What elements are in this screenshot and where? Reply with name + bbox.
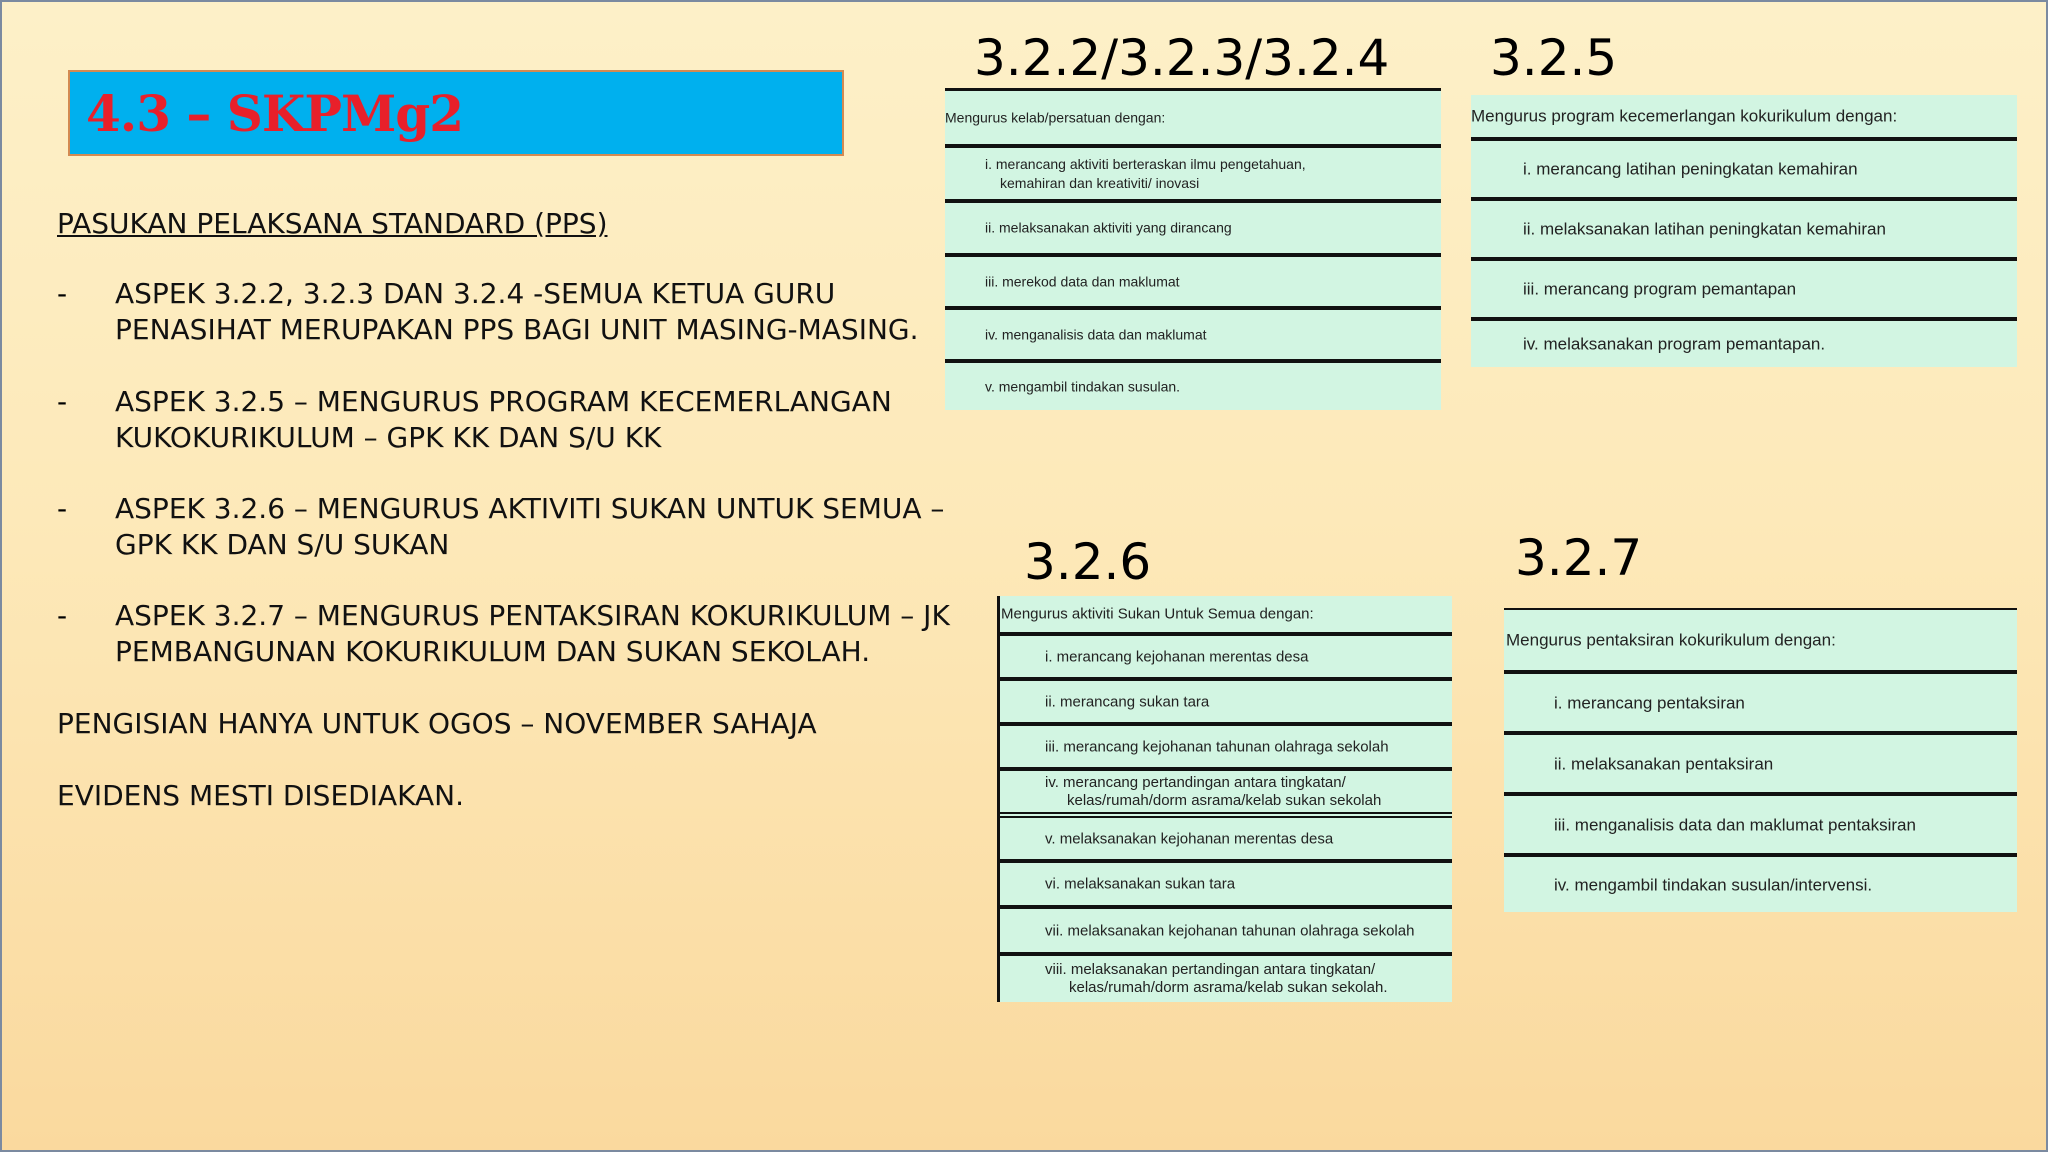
bullet-line: PENASIHAT MERUPAKAN PPS BAGI UNIT MASING-MASING. <box>115 313 919 346</box>
subheading: PASUKAN PELAKSANA STANDARD (PPS) <box>57 207 608 240</box>
table-header: Mengurus program kecemerlangan kokurikulum dengan: <box>1471 106 1898 126</box>
table-row: viii. melaksanakan pertandingan antara tingkatan/ kelas/rumah/dorm asrama/kelab sukan sekolah. <box>997 952 1452 1002</box>
bullet-line: ASPEK 3.2.6 – MENGURUS AKTIVITI SUKAN UNTUK SEMUA – <box>115 492 945 525</box>
bullet-line: KUKOKURIKULUM – GPK KK DAN S/U KK <box>115 421 662 454</box>
table-row: i. merancang latihan peningkatan kemahiran <box>1471 137 2017 197</box>
bullet-dash: - <box>57 385 68 418</box>
table-row: iii. merancang kejohanan tahunan olahraga sekolah <box>997 722 1452 767</box>
title-banner <box>68 70 844 156</box>
table-322 <box>945 88 1441 410</box>
section-label-325: 3.2.5 <box>1490 29 1618 87</box>
bullet-dash: - <box>57 492 68 525</box>
table-row: i. merancang pentaksiran <box>1504 670 2017 731</box>
section-label-322: 3.2.2/3.2.3/3.2.4 <box>974 29 1390 87</box>
bullet-line: PEMBANGUNAN KOKURIKULUM DAN SUKAN SEKOLAH. <box>115 635 871 668</box>
table-header: Mengurus kelab/persatuan dengan: <box>945 88 1441 144</box>
table-row: ii. melaksanakan latihan peningkatan kemahiran <box>1471 197 2017 257</box>
table-row: vi. melaksanakan sukan tara <box>997 859 1452 905</box>
bullet-dash: - <box>57 277 68 310</box>
table-row: ii. merancang sukan tara <box>997 677 1452 722</box>
table-header: Mengurus pentaksiran kokurikulum dengan: <box>1504 608 2017 670</box>
bullet-line: ASPEK 3.2.7 – MENGURUS PENTAKSIRAN KOKURIKULUM – JK <box>115 599 950 632</box>
table-row: iii. menganalisis data dan maklumat pentaksiran <box>1504 792 2017 853</box>
table-326 <box>997 596 1452 1002</box>
section-label-326: 3.2.6 <box>1024 533 1152 591</box>
bullet-line: GPK KK DAN S/U SUKAN <box>115 528 450 561</box>
table-row: vii. melaksanakan kejohanan tahunan olahraga sekolah <box>997 905 1452 952</box>
bullet-line: ASPEK 3.2.5 – MENGURUS PROGRAM KECEMERLANGAN <box>115 385 892 418</box>
table-row: iv. merancang pertandingan antara tingkatan/ kelas/rumah/dorm asrama/kelab sukan sekolah <box>997 767 1452 812</box>
table-row: iv. mengambil tindakan susulan/intervensi. <box>1504 853 2017 912</box>
table-row: v. melaksanakan kejohanan merentas desa <box>997 812 1452 859</box>
table-325 <box>1471 95 2017 367</box>
table-row: i. merancang aktiviti berteraskan ilmu pengetahuan, kemahiran dan kreativiti/ inovasi <box>945 144 1441 199</box>
section-label-327: 3.2.7 <box>1515 529 1643 587</box>
table-row: ii. melaksanakan aktiviti yang dirancang <box>945 199 1441 253</box>
table-header: Mengurus aktiviti Sukan Untuk Semua dengan: <box>1001 605 1314 623</box>
table-row: iv. melaksanakan program pemantapan. <box>1471 317 2017 367</box>
note-evidence: EVIDENS MESTI DISEDIAKAN. <box>57 779 464 812</box>
table-327 <box>1504 608 2017 912</box>
bullet-dash: - <box>57 599 68 632</box>
table-row: i. merancang kejohanan merentas desa <box>997 632 1452 677</box>
table-row: iv. menganalisis data dan maklumat <box>945 306 1441 359</box>
table-row: ii. melaksanakan pentaksiran <box>1504 731 2017 792</box>
slide-title: 4.3 – SKPMg2 <box>86 83 464 143</box>
bullet-line: ASPEK 3.2.2, 3.2.3 DAN 3.2.4 -SEMUA KETUA GURU <box>115 277 836 310</box>
note-period: PENGISIAN HANYA UNTUK OGOS – NOVEMBER SAHAJA <box>57 707 817 740</box>
table-row: iii. merancang program pemantapan <box>1471 257 2017 317</box>
table-row: v. mengambil tindakan susulan. <box>945 359 1441 410</box>
table-row: iii. merekod data dan maklumat <box>945 253 1441 306</box>
